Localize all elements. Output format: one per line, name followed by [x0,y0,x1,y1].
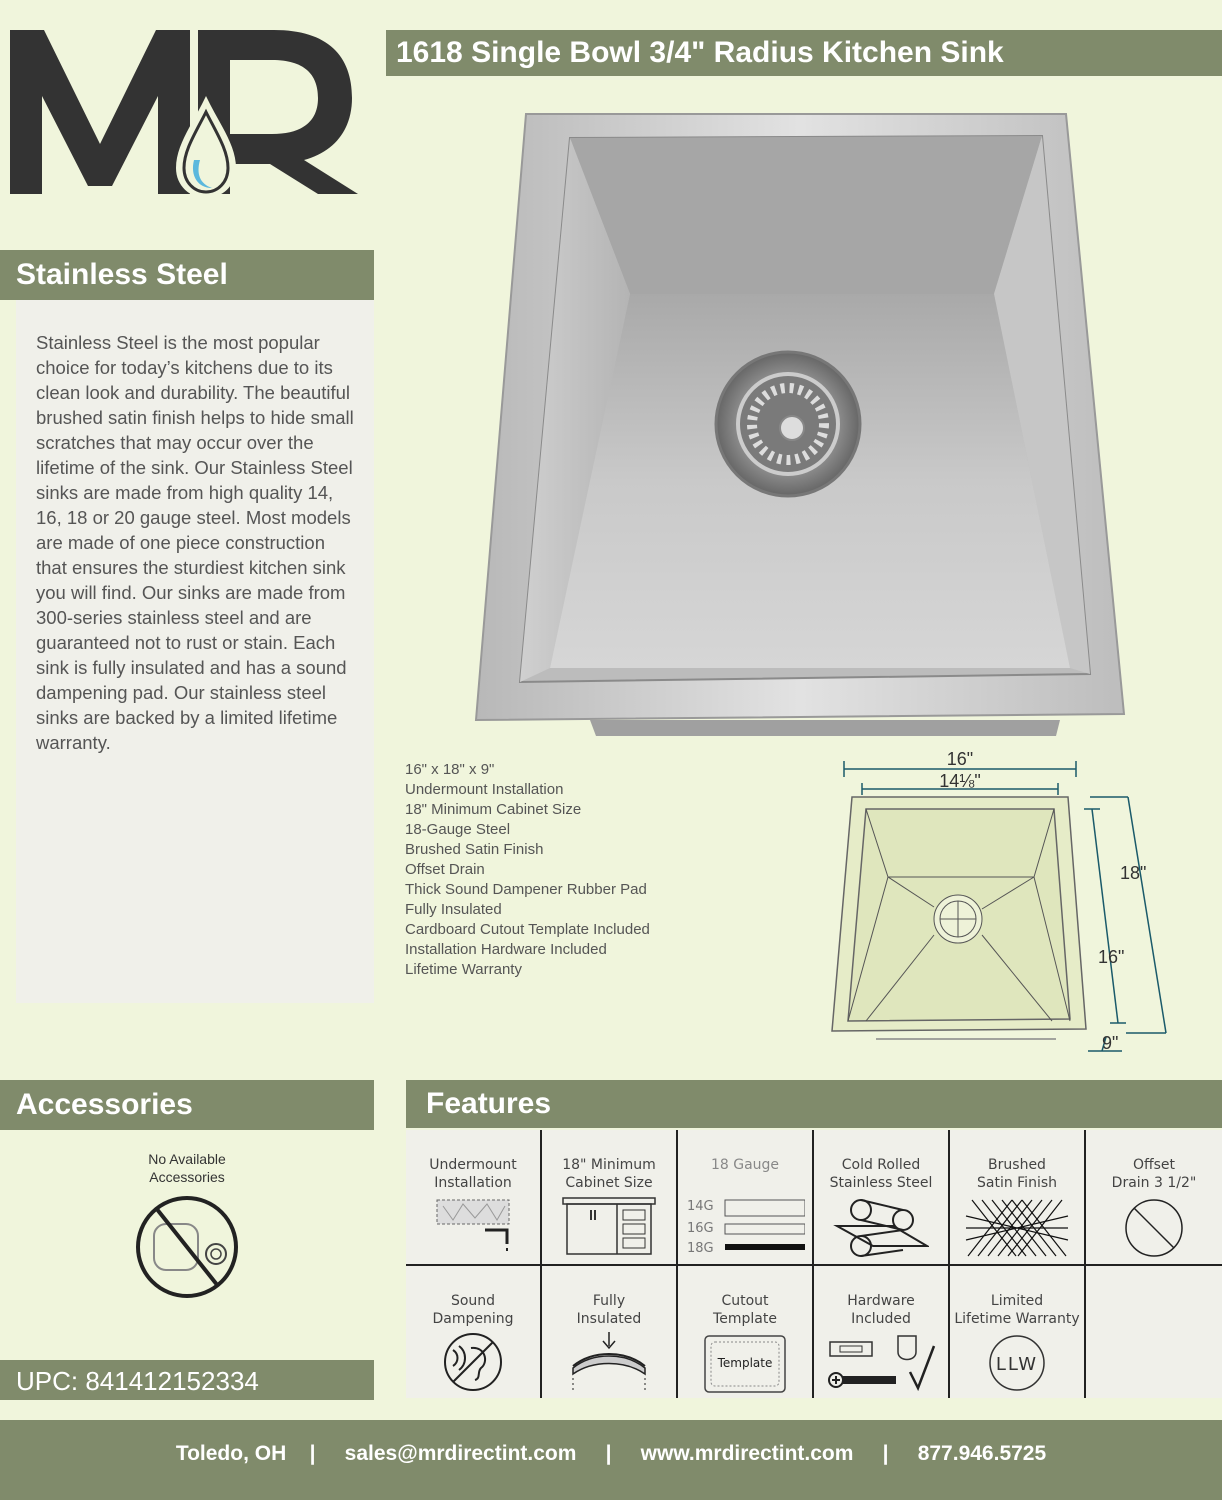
feature-label: Undermount [429,1157,517,1173]
feature-gauge [678,1130,814,1266]
spec-item: Thick Sound Dampener Rubber Pad [405,881,647,898]
upc-code: UPC: 841412152334 [0,1360,374,1400]
gauge-label: 16G [687,1221,714,1236]
feature-label: Sound [450,1293,496,1309]
warranty-badge: LLW [995,1354,1039,1375]
feature-label: Installation [434,1175,512,1191]
footer [0,1420,1222,1500]
spec-list [405,760,650,980]
feature-label: Drain 3 1/2" [1111,1175,1197,1191]
no-accessories-line2: Accessories [149,1169,225,1185]
gauge-label: 18G [687,1241,714,1256]
spec-item: 18-Gauge Steel [405,821,511,838]
rolled-steel-icon [833,1196,929,1260]
footer-separator: | [309,1442,316,1465]
dim-inner-width: 14⅛" [939,771,981,791]
feature-label: Cold Rolled [841,1157,921,1173]
dimension-diagram [826,745,1176,1055]
footer-phone[interactable]: 877.946.5725 [917,1442,1047,1465]
gauge-icon [685,1196,805,1256]
features-grid [406,1130,1222,1398]
feature-offset-drain [1086,1130,1222,1266]
feature-label: 18 Gauge [710,1157,780,1173]
feature-cutout-template [678,1266,814,1398]
undermount-icon [433,1196,513,1252]
spec-item: Fully Insulated [405,901,502,918]
spec-item: Brushed Satin Finish [405,841,544,858]
feature-label: Cutout [721,1293,769,1309]
accessories-panel [0,1130,374,1360]
spec-item: Cardboard Cutout Template Included [405,921,650,938]
feature-label: Template [713,1311,777,1327]
spec-item: 16" x 18" x 9" [405,761,495,778]
feature-label: Satin Finish [976,1175,1058,1191]
feature-empty [1086,1266,1222,1398]
gauge-label: 14G [687,1199,714,1214]
footer-separator: | [882,1442,889,1465]
feature-insulated [542,1266,678,1398]
feature-label: 18" Minimum [562,1157,656,1173]
spec-item: 18" Minimum Cabinet Size [405,801,582,818]
spec-item: Lifetime Warranty [405,961,522,978]
hardware-icon [826,1332,936,1394]
dim-depth: 9" [1102,1033,1119,1053]
feature-label: Limited [990,1293,1044,1309]
mr-logo [8,26,360,200]
stainless-panel [16,300,374,1003]
footer-email[interactable]: sales@mrdirectint.com [344,1442,577,1465]
product-title: 1618 Single Bowl 3/4" Radius Kitchen Sink [386,30,1222,76]
template-label: Template [717,1356,773,1370]
feature-label: Cabinet Size [565,1175,653,1191]
feature-label: Dampening [432,1311,514,1327]
stainless-heading: Stainless Steel [0,250,374,300]
footer-city: Toledo, OH [175,1442,287,1465]
feature-label: Fully [592,1293,626,1309]
feature-label: Included [851,1311,911,1327]
sound-dampening-icon [441,1332,505,1396]
warranty-icon [986,1332,1048,1394]
dim-inner-length: 16" [1098,947,1125,967]
feature-undermount [406,1130,542,1266]
stainless-description: Stainless Steel is the most popular choice for today’s kitchens due to its clean look and durability. The beautiful brushed satin finish helps to hide small scratches that may occur over the lifetime of the sink. Our Stainless Steel sinks are made from high quality 14, 16, 18 or 20 gauge steel. Most models are made of one piece construction that ensures the sturdiest kitchen sink you will find. Our sinks are made from 300-series stainless steel and are guaranteed not to rust or stain. Each sink is fully insulated and has a sound dampening pad. Our stainless steel sinks are backed by a limited lifetime warranty. [36,332,354,753]
dim-outer-width: 16" [946,749,974,769]
no-accessories-line1: No Available [148,1151,226,1167]
feature-label: Insulated [576,1311,642,1327]
feature-cabinet-size [542,1130,678,1266]
footer-separator: | [605,1442,612,1465]
features-heading: Features [406,1080,1222,1128]
drain-icon [1122,1196,1186,1260]
cabinet-icon [561,1196,657,1258]
spec-item: Undermount Installation [405,781,564,798]
footer-website[interactable]: www.mrdirectint.com [640,1442,854,1465]
feature-brushed [950,1130,1086,1266]
no-accessories-icon [134,1194,240,1300]
sink-photo [470,108,1130,738]
feature-cold-rolled [814,1130,950,1266]
template-icon [703,1332,787,1394]
brushed-finish-icon [962,1196,1072,1260]
feature-hardware [814,1266,950,1398]
feature-label: Brushed [988,1157,1046,1173]
spec-item: Installation Hardware Included [405,941,607,958]
insulation-icon [567,1332,651,1392]
feature-label: Hardware [847,1293,915,1309]
feature-label: Lifetime Warranty [954,1311,1080,1327]
feature-label: Offset [1132,1157,1176,1173]
spec-item: Offset Drain [405,861,485,878]
accessories-heading: Accessories [0,1080,374,1130]
dim-outer-length: 18" [1120,863,1147,883]
feature-sound-dampening [406,1266,542,1398]
feature-warranty [950,1266,1086,1398]
feature-label: Stainless Steel [829,1175,933,1191]
